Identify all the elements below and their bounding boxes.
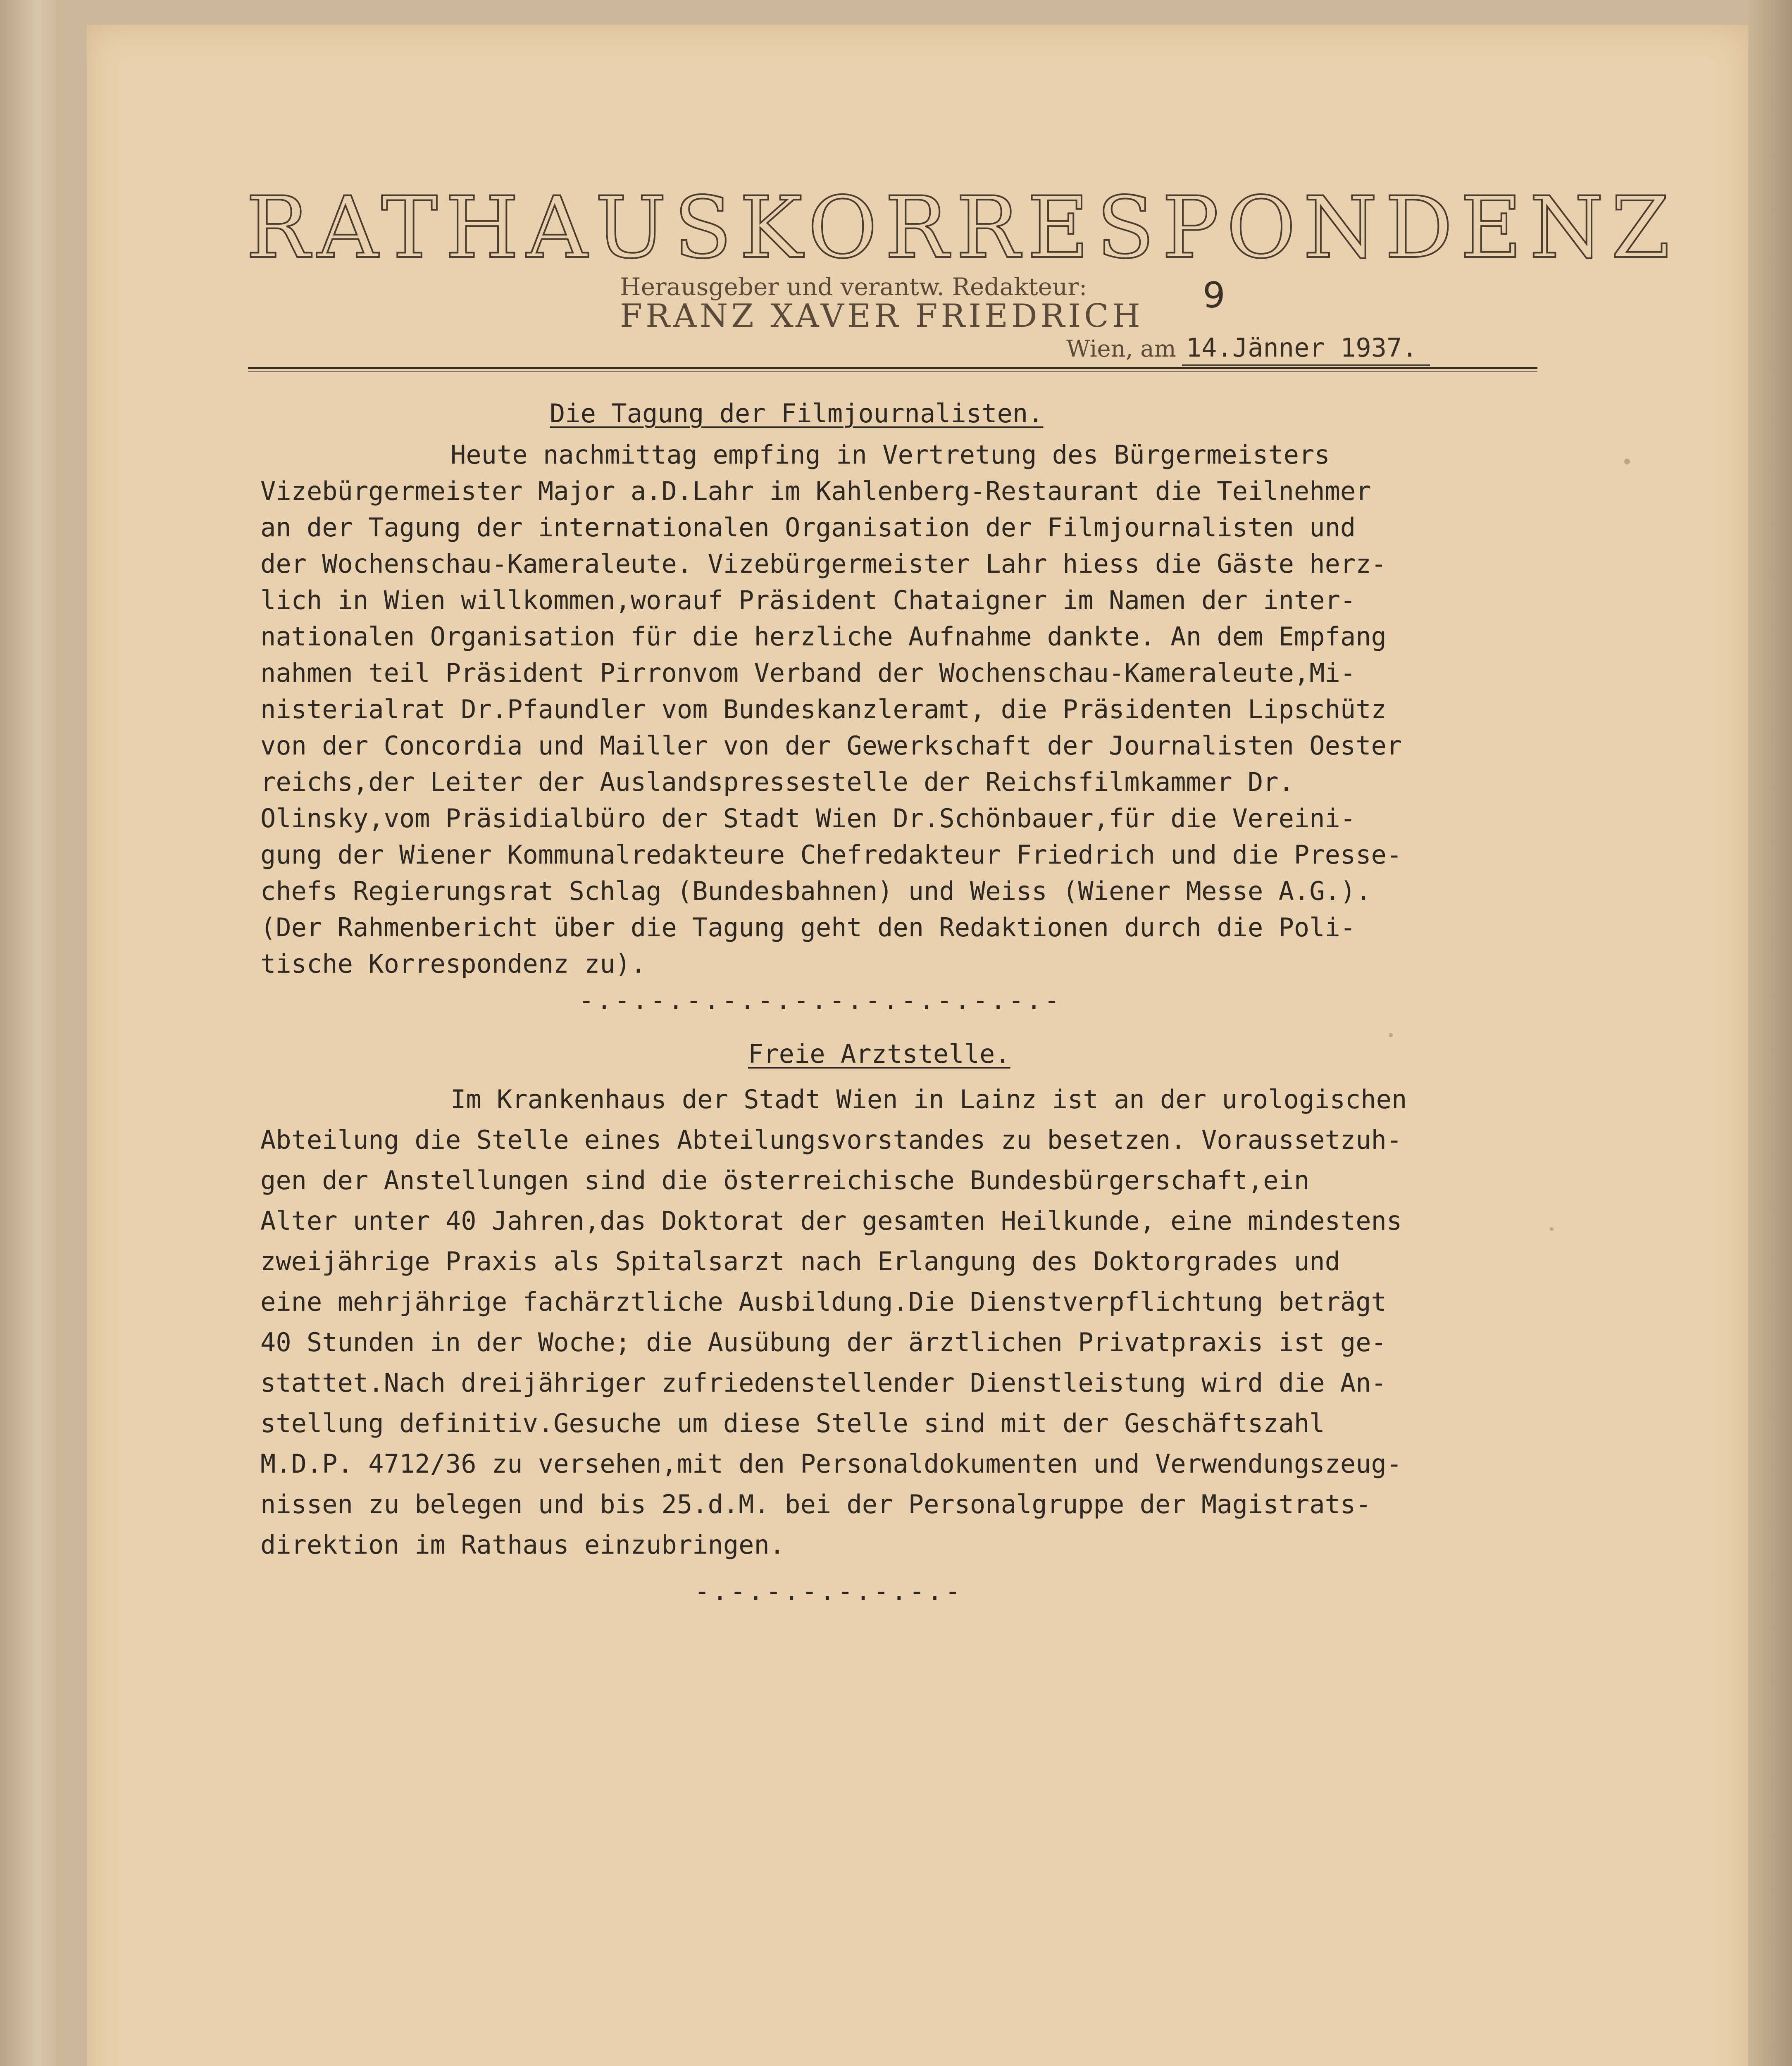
date-label: Wien, am: [1066, 336, 1176, 362]
text-line: Alter unter 40 Jahren,das Doktorat der gesamten Heilkunde, eine mindestens: [260, 1206, 1402, 1236]
text-line: zweijährige Praxis als Spitalsarzt nach Erlangung des Doktorgrades und: [260, 1246, 1340, 1276]
text-line: (Der Rahmenbericht über die Tagung geht den Redaktionen durch die Poli-: [260, 912, 1356, 943]
masthead-title: RATHAUSKORRESPONDENZ: [246, 179, 1678, 277]
publisher-name: FRANZ XAVER FRIEDRICH: [620, 298, 1144, 335]
text-line: reichs,der Leiter der Auslandspressestelle der Reichsfilmkammer Dr.: [260, 767, 1294, 797]
text-line: nisterialrat Dr.Pfaundler vom Bundeskanzleramt, die Präsidenten Lipschütz: [260, 694, 1387, 724]
text-line: Im Krankenhaus der Stadt Wien in Lainz ist an der urologischen: [450, 1084, 1407, 1114]
text-line: Abteilung die Stelle eines Abteilungsvorstandes zu besetzen. Voraussetzuh-: [260, 1125, 1402, 1155]
text-line: eine mehrjährige fachärztliche Ausbildung.Die Dienstverpflichtung beträgt: [260, 1287, 1387, 1317]
text-line: von der Concordia und Mailler von der Gewerkschaft der Journalisten Oester: [260, 731, 1402, 761]
text-line: M.D.P. 4712/36 zu versehen,mit den Personaldokumenten und Verwendungszeug-: [260, 1449, 1402, 1479]
text-line: tische Korrespondenz zu).: [260, 949, 646, 979]
text-line: stattet.Nach dreijähriger zufriedenstellender Dienstleistung wird die An-: [260, 1368, 1387, 1398]
binding-edge: [1747, 0, 1792, 2066]
text-line: der Wochenschau-Kameraleute. Vizebürgermeister Lahr hiess die Gäste herz-: [260, 549, 1387, 579]
text-line: gung der Wiener Kommunalredakteure Chefredakteur Friedrich und die Presse-: [260, 840, 1402, 870]
article-heading: Freie Arztstelle.: [748, 1039, 1010, 1069]
text-line: an der Tagung der internationalen Organisation der Filmjournalisten und: [260, 512, 1356, 543]
date-value: 14.Jänner 1937.: [1182, 333, 1430, 366]
text-line: direktion im Rathaus einzubringen.: [260, 1530, 785, 1560]
document-page: [87, 25, 1748, 2066]
date-line: [1066, 333, 1430, 366]
text-line: Olinsky,vom Präsidialbüro der Stadt Wien Dr.Schönbauer,für die Vereini-: [260, 803, 1356, 833]
paper-speck: [1550, 1227, 1554, 1231]
text-line: nissen zu belegen und bis 25.d.M. bei der Personalgruppe der Magistrats-: [260, 1489, 1371, 1519]
publisher-label: Herausgeber und verantw. Redakteur:: [620, 273, 1087, 301]
paper-speck: [1389, 1033, 1393, 1037]
text-line: lich in Wien willkommen,worauf Präsident Chataigner im Namen der inter-: [260, 585, 1356, 615]
section-separator: -.-.-.-.-.-.-.-.-.-.-.-.-.-: [579, 985, 1062, 1015]
text-line: stellung definitiv.Gesuche um diese Stelle sind mit der Geschäftszahl: [260, 1408, 1325, 1438]
text-line: 40 Stunden in der Woche; die Ausübung der ärztlichen Privatpraxis ist ge-: [260, 1327, 1387, 1357]
text-line: Heute nachmittag empfing in Vertretung des Bürgermeisters: [450, 440, 1330, 470]
section-separator: -.-.-.-.-.-.-.-: [694, 1576, 963, 1606]
page-number: 9: [1203, 275, 1225, 316]
text-line: gen der Anstellungen sind die österreichische Bundesbürgerschaft,ein: [260, 1165, 1310, 1195]
paper-speck: [1624, 459, 1630, 464]
header-rule: [248, 367, 1537, 372]
article-heading: Die Tagung der Filmjournalisten.: [550, 398, 1044, 428]
adjacent-page-edge: [0, 0, 62, 2066]
text-line: nationalen Organisation für die herzliche Aufnahme dankte. An dem Empfang: [260, 621, 1387, 652]
text-line: chefs Regierungsrat Schlag (Bundesbahnen) und Weiss (Wiener Messe A.G.).: [260, 876, 1371, 906]
text-line: nahmen teil Präsident Pirronvom Verband der Wochenschau-Kameraleute,Mi-: [260, 658, 1356, 688]
text-line: Vizebürgermeister Major a.D.Lahr im Kahlenberg-Restaurant die Teilnehmer: [260, 476, 1371, 506]
